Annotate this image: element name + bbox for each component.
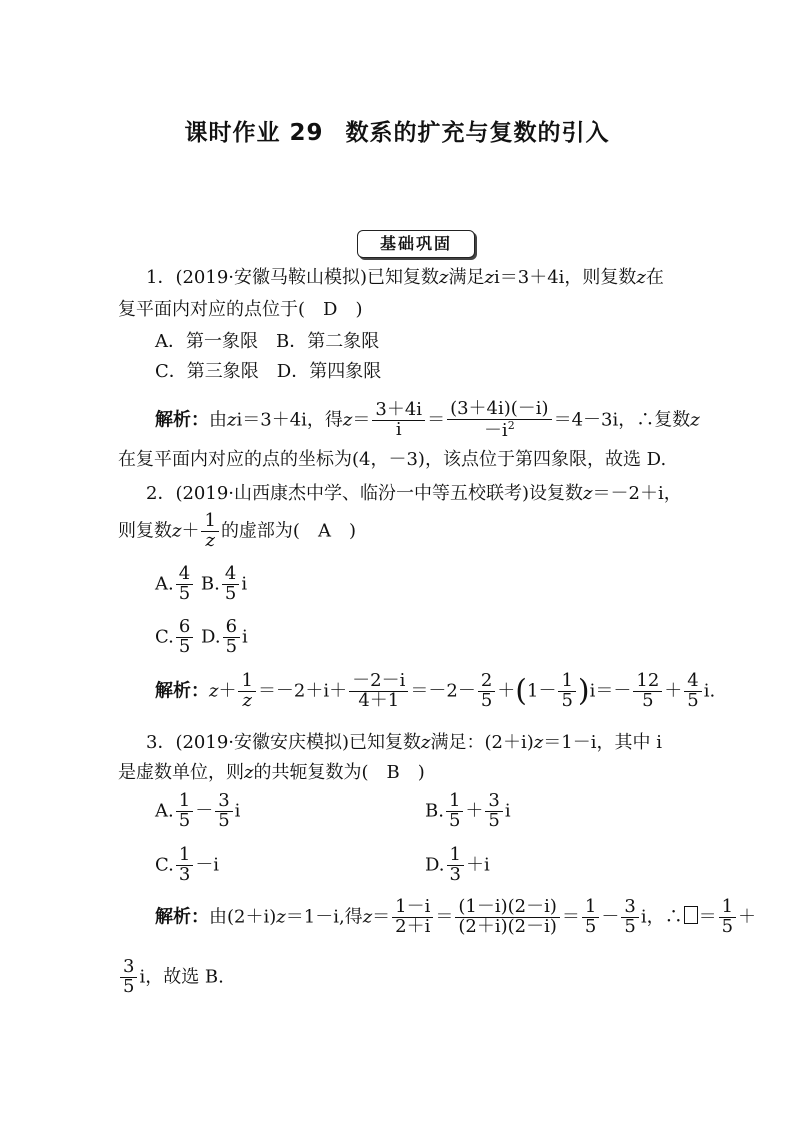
- q1-line1: 1．(2019·安徽马鞍山模拟)已知复数z满足zi＝3＋4i，则复数z在: [146, 267, 664, 288]
- conjugate-placeholder-glyph: [684, 906, 698, 924]
- title-main: 数系的扩充与复数的引入: [345, 120, 610, 146]
- page-title: [0, 114, 794, 147]
- section-badge: 基础巩固: [357, 230, 475, 258]
- q1-options-cd: C．第三象限 D．第四象限: [155, 361, 382, 382]
- q3-option-d: D. $\frac{1}{3}$ ＋i: [425, 844, 490, 885]
- q1-solution: 解析：由zi＝3＋4i，得z＝ $\frac{3+4i}{i}$ ＝ $\frac{(3+4i)(-i)}{-i^2}$ ＝4－3i，∴复数z: [155, 398, 700, 441]
- q2-solution: 解析：z＋ $\frac{1}{z}$ ＝－2＋i＋ $\frac{-2-i}{4+1}$ ＝－2－ $\frac{2}{5}$ ＋(1－ $\frac{1}{5}$ )i＝－ $\frac{12}{5}$ ＋ $\frac{4}{5}$ i.: [155, 670, 716, 711]
- q3-option-a: A. $\frac{1}{5}$ － $\frac{3}{5}$ i: [155, 790, 241, 831]
- q3-line1: 3．(2019·安徽安庆模拟)已知复数z满足：(2＋i)z＝1－i，其中 i: [146, 732, 662, 753]
- q2-line2: 则复数z＋ $\frac{1}{z}$ 的虚部为( A ): [118, 510, 356, 551]
- q1-frac2: $\frac{(3+4i)(-i)}{-i^2}$: [447, 400, 552, 441]
- q1-options-ab: A．第一象限 B．第二象限: [155, 331, 380, 352]
- q2-option-c-d: C. $\frac{6}{5}$ D. $\frac{6}{5}$ i: [155, 616, 248, 657]
- q3-option-b: B. $\frac{1}{5}$ ＋ $\frac{3}{5}$ i: [425, 790, 511, 831]
- q3-solution-line2: $\frac{3}{5}$ i，故选 B.: [118, 958, 224, 997]
- q3-line2: 是虚数单位，则z的共轭复数为( B ): [118, 762, 425, 783]
- q2-option-a-b: A. $\frac{4}{5}$ B. $\frac{4}{5}$ i: [155, 563, 248, 604]
- q3-solution: 解析：由(2＋i)z＝1－i,得z＝ $\frac{1-i}{2+i}$ ＝ $\frac{(1-i)(2-i)}{(2+i)(2-i)}$ ＝ $\frac{1}{5}$ － $\frac{3}{5}$ i，∴ ＝ $\frac{1}{5}$ ＋: [155, 896, 757, 937]
- q3-option-c: C. $\frac{1}{3}$ －i: [155, 844, 220, 885]
- q1-line2: 复平面内对应的点位于( D ): [118, 299, 363, 320]
- q2-line1: 2．(2019·山西康杰中学、临汾一中等五校联考)设复数z＝－2＋i，: [146, 483, 682, 504]
- title-prefix: 课时作业 29: [184, 120, 324, 146]
- q1-frac1: $\frac{3+4i}{i}$: [372, 401, 425, 440]
- q1-solution-line2: 在复平面内对应的点的坐标为(4，－3)，该点位于第四象限，故选 D.: [118, 449, 667, 470]
